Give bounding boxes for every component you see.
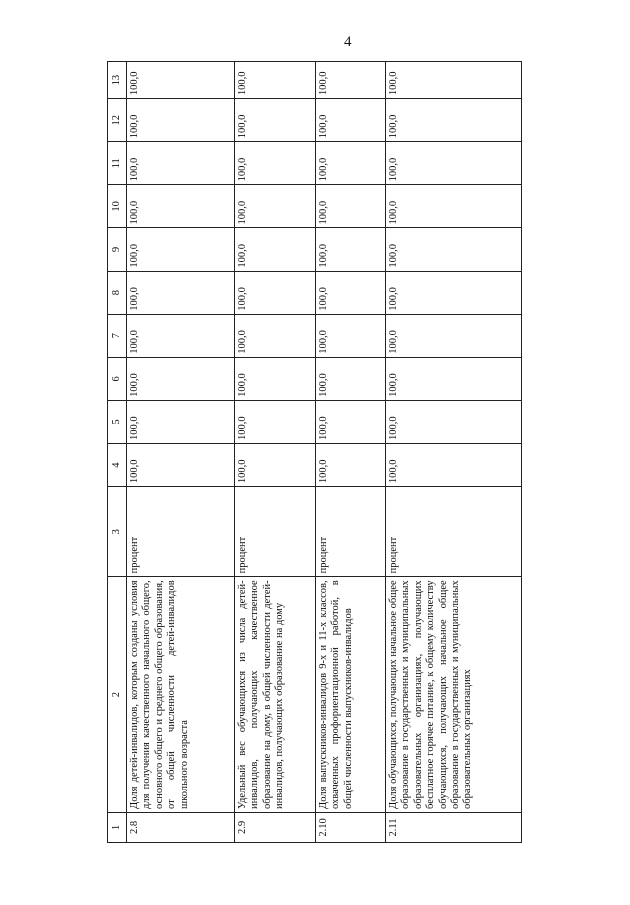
table-row bbox=[235, 62, 316, 843]
rotated-table bbox=[107, 61, 520, 843]
header-cell: 12 bbox=[108, 99, 127, 142]
value-cell: 100,0 bbox=[127, 185, 235, 228]
header-cell: 2 bbox=[108, 577, 127, 813]
value-cell: 100,0 bbox=[127, 228, 235, 271]
header-cell: 4 bbox=[108, 444, 127, 487]
table-row bbox=[386, 62, 522, 843]
value-cell: 100,0 bbox=[316, 357, 386, 400]
table-row bbox=[127, 62, 235, 843]
value-cell: 100,0 bbox=[235, 444, 316, 487]
header-cell: 3 bbox=[108, 487, 127, 577]
header-cell: 13 bbox=[108, 62, 127, 99]
row-number: 2.8 bbox=[127, 812, 235, 842]
header-cell: 10 bbox=[108, 185, 127, 228]
value-cell: 100,0 bbox=[235, 314, 316, 357]
value-cell: 100,0 bbox=[386, 444, 522, 487]
value-cell: 100,0 bbox=[316, 400, 386, 443]
row-unit: процент bbox=[127, 487, 235, 577]
header-row bbox=[108, 62, 127, 843]
value-cell: 100,0 bbox=[127, 99, 235, 142]
header-cell: 11 bbox=[108, 142, 127, 185]
value-cell: 100,0 bbox=[386, 357, 522, 400]
row-unit: процент bbox=[386, 487, 522, 577]
value-cell: 100,0 bbox=[316, 99, 386, 142]
header-cell: 7 bbox=[108, 314, 127, 357]
value-cell: 100,0 bbox=[127, 314, 235, 357]
page-number: 4 bbox=[344, 34, 352, 50]
row-number: 2.10 bbox=[316, 812, 386, 842]
value-cell: 100,0 bbox=[127, 62, 235, 99]
row-number: 2.11 bbox=[386, 812, 522, 842]
value-cell: 100,0 bbox=[127, 357, 235, 400]
header-cell: 9 bbox=[108, 228, 127, 271]
value-cell: 100,0 bbox=[386, 314, 522, 357]
row-description: Доля выпускников-инвалидов 9-х и 11-х классов, охваченных профориентационной работой, в общей численности выпускников-инвалидов bbox=[316, 577, 386, 813]
row-description: Доля детей-инвалидов, которым созданы условия для получения качественного начального общего, основного общего и среднего общего образования, от общей численности детей-инвалидов школьного возраста bbox=[127, 577, 235, 813]
value-cell: 100,0 bbox=[316, 271, 386, 314]
header-cell: 5 bbox=[108, 400, 127, 443]
row-description: Удельный вес обучающихся из числа детей-инвалидов, получающих качественное образование на дому, в общей численности детей-инвалидов, получающих образование на дому bbox=[235, 577, 316, 813]
row-number: 2.9 bbox=[235, 812, 316, 842]
value-cell: 100,0 bbox=[316, 62, 386, 99]
row-unit: процент bbox=[235, 487, 316, 577]
value-cell: 100,0 bbox=[235, 99, 316, 142]
value-cell: 100,0 bbox=[386, 185, 522, 228]
value-cell: 100,0 bbox=[235, 142, 316, 185]
value-cell: 100,0 bbox=[235, 228, 316, 271]
row-description: Доля обучающихся, получающих начальное общее образование в государственных и муниципальных образовательных организациях, получающих бесплатное горячее питание, к общему количеству обучающихся, получающих начальное общее образование в государственных и муниципальных образовательных организациях bbox=[386, 577, 522, 813]
value-cell: 100,0 bbox=[127, 400, 235, 443]
value-cell: 100,0 bbox=[235, 357, 316, 400]
header-cell: 6 bbox=[108, 357, 127, 400]
header-cell: 1 bbox=[108, 812, 127, 842]
value-cell: 100,0 bbox=[386, 62, 522, 99]
value-cell: 100,0 bbox=[386, 99, 522, 142]
value-cell: 100,0 bbox=[235, 400, 316, 443]
value-cell: 100,0 bbox=[235, 185, 316, 228]
value-cell: 100,0 bbox=[316, 142, 386, 185]
value-cell: 100,0 bbox=[386, 400, 522, 443]
value-cell: 100,0 bbox=[316, 444, 386, 487]
value-cell: 100,0 bbox=[235, 62, 316, 99]
value-cell: 100,0 bbox=[127, 444, 235, 487]
value-cell: 100,0 bbox=[386, 228, 522, 271]
row-unit: процент bbox=[316, 487, 386, 577]
value-cell: 100,0 bbox=[316, 314, 386, 357]
indicators-table bbox=[107, 61, 522, 843]
value-cell: 100,0 bbox=[386, 142, 522, 185]
value-cell: 100,0 bbox=[316, 185, 386, 228]
value-cell: 100,0 bbox=[386, 271, 522, 314]
value-cell: 100,0 bbox=[316, 228, 386, 271]
header-cell: 8 bbox=[108, 271, 127, 314]
value-cell: 100,0 bbox=[127, 271, 235, 314]
value-cell: 100,0 bbox=[127, 142, 235, 185]
table-row bbox=[316, 62, 386, 843]
value-cell: 100,0 bbox=[235, 271, 316, 314]
